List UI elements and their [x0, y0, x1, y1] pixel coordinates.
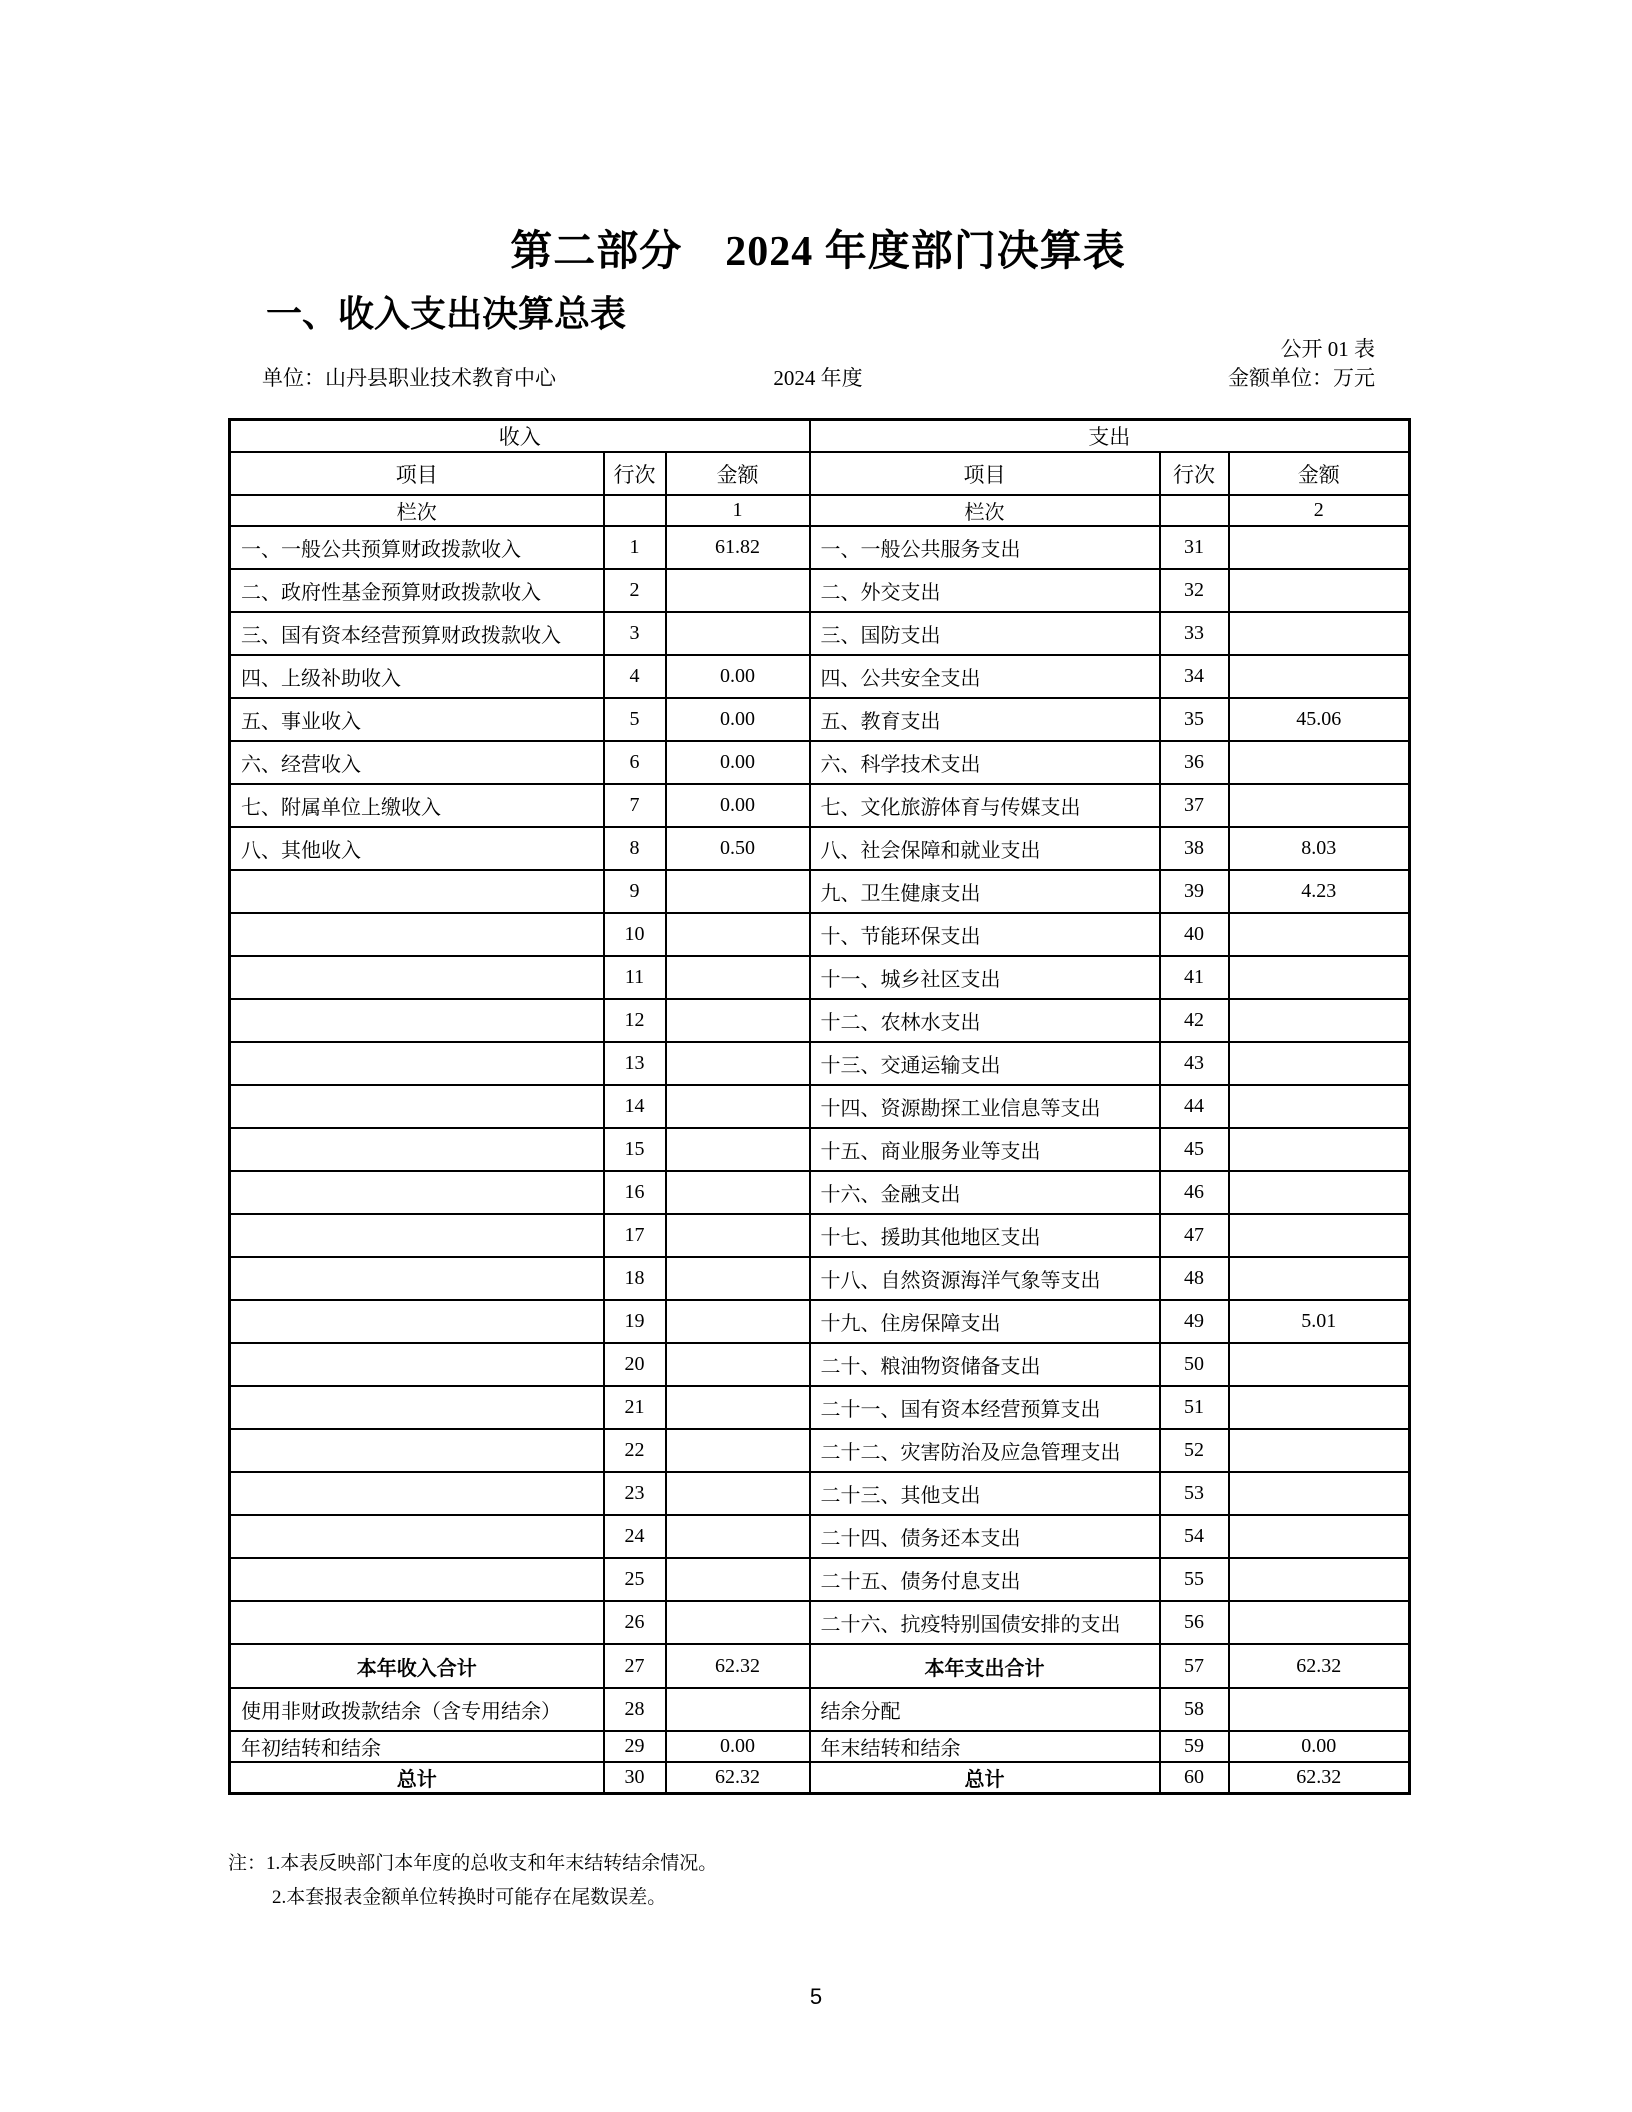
expense-amount-cell: 8.03 — [1229, 827, 1410, 870]
expense-amount-cell — [1229, 784, 1410, 827]
expense-line-no-cell: 38 — [1160, 827, 1229, 870]
income-line-no-cell: 24 — [604, 1515, 666, 1558]
expense-item-cell: 二十五、债务付息支出 — [810, 1558, 1160, 1601]
income-item-cell — [230, 1042, 604, 1085]
income-line-no-header: 行次 — [604, 452, 666, 495]
income-line-no-cell: 13 — [604, 1042, 666, 1085]
income-line-no-cell: 11 — [604, 956, 666, 999]
income-line-no-cell: 6 — [604, 741, 666, 784]
income-item-cell: 四、上级补助收入 — [230, 655, 604, 698]
table-row — [230, 999, 1410, 1042]
income-item-cell — [230, 1515, 604, 1558]
income-amount-cell — [666, 956, 810, 999]
expense-item-cell: 八、社会保障和就业支出 — [810, 827, 1160, 870]
expense-line-no-cell: 31 — [1160, 526, 1229, 569]
income-amount-cell — [666, 1558, 810, 1601]
income-amount-cell — [666, 1085, 810, 1128]
expense-amount-cell — [1229, 913, 1410, 956]
income-amount-cell — [666, 870, 810, 913]
income-item-cell: 使用非财政拨款结余（含专用结余） — [230, 1688, 604, 1731]
income-line-no-cell: 29 — [604, 1731, 666, 1762]
income-line-no-cell: 2 — [604, 569, 666, 612]
income-line-no-cell: 10 — [604, 913, 666, 956]
income-line-no-cell: 1 — [604, 526, 666, 569]
income-item-cell: 本年收入合计 — [230, 1644, 604, 1688]
income-item-cell — [230, 870, 604, 913]
income-item-cell — [230, 1429, 604, 1472]
table-row — [230, 1762, 1410, 1794]
income-amount-cell — [666, 1429, 810, 1472]
expense-amount-cell — [1229, 569, 1410, 612]
expense-amount-cell: 45.06 — [1229, 698, 1410, 741]
income-lanci-label: 栏次 — [230, 495, 604, 526]
income-amount-cell: 62.32 — [666, 1762, 810, 1794]
expense-item-cell: 年末结转和结余 — [810, 1731, 1160, 1762]
page-number: 5 — [809, 1984, 823, 2009]
income-amount-cell: 0.00 — [666, 784, 810, 827]
expense-amount-cell — [1229, 999, 1410, 1042]
income-line-no-cell: 4 — [604, 655, 666, 698]
income-amount-cell — [666, 1042, 810, 1085]
income-item-cell — [230, 999, 604, 1042]
expense-amount-cell: 62.32 — [1229, 1644, 1410, 1688]
expense-amount-cell — [1229, 1386, 1410, 1429]
expense-amount-cell — [1229, 1257, 1410, 1300]
expense-amount-cell — [1229, 741, 1410, 784]
income-amount-cell: 61.82 — [666, 526, 810, 569]
expense-amount-cell — [1229, 956, 1410, 999]
income-line-no-cell: 9 — [604, 870, 666, 913]
expense-item-cell: 二十、粮油物资储备支出 — [810, 1343, 1160, 1386]
income-amount-cell — [666, 1515, 810, 1558]
expense-amount-cell — [1229, 1128, 1410, 1171]
expense-line-no-cell: 45 — [1160, 1128, 1229, 1171]
income-amount-cell — [666, 1257, 810, 1300]
table-row — [230, 784, 1410, 827]
income-item-cell — [230, 1171, 604, 1214]
expense-amount-cell — [1229, 1343, 1410, 1386]
expense-item-cell: 二十六、抗疫特别国债安排的支出 — [810, 1601, 1160, 1644]
expense-line-no-cell: 35 — [1160, 698, 1229, 741]
table-code-label: 公开 01 表 — [1280, 337, 1375, 361]
table-row — [230, 827, 1410, 870]
expense-amount-cell: 5.01 — [1229, 1300, 1410, 1343]
expense-line-no-cell: 44 — [1160, 1085, 1229, 1128]
income-amount-cell: 0.00 — [666, 698, 810, 741]
income-line-no-cell: 14 — [604, 1085, 666, 1128]
income-line-no-cell: 26 — [604, 1601, 666, 1644]
income-amount-cell — [666, 1472, 810, 1515]
income-item-cell — [230, 1472, 604, 1515]
expense-line-no-header: 行次 — [1160, 452, 1229, 495]
section-header-row — [230, 420, 1410, 453]
expense-line-no-cell: 53 — [1160, 1472, 1229, 1515]
income-line-no-cell: 18 — [604, 1257, 666, 1300]
footnote-2: 2.本套报表金额单位转换时可能存在尾数误差。 — [272, 1887, 667, 1908]
income-line-no-cell: 8 — [604, 827, 666, 870]
expense-amount-cell — [1229, 612, 1410, 655]
income-item-cell — [230, 1343, 604, 1386]
income-item-cell: 二、政府性基金预算财政拨款收入 — [230, 569, 604, 612]
expense-item-cell: 七、文化旅游体育与传媒支出 — [810, 784, 1160, 827]
table-row — [230, 741, 1410, 784]
table-row — [230, 569, 1410, 612]
table-row — [230, 1257, 1410, 1300]
expense-item-cell: 九、卫生健康支出 — [810, 870, 1160, 913]
expense-amount-cell — [1229, 1688, 1410, 1731]
expense-line-no-cell: 52 — [1160, 1429, 1229, 1472]
amount-unit-label: 金额单位：万元 — [1228, 366, 1375, 390]
table-row — [230, 1300, 1410, 1343]
income-line-no-cell: 20 — [604, 1343, 666, 1386]
expense-item-cell: 十、节能环保支出 — [810, 913, 1160, 956]
income-line-no-cell: 19 — [604, 1300, 666, 1343]
expense-item-cell: 十九、住房保障支出 — [810, 1300, 1160, 1343]
table-row — [230, 1128, 1410, 1171]
expense-item-cell: 二十二、灾害防治及应急管理支出 — [810, 1429, 1160, 1472]
expense-line-no-cell: 60 — [1160, 1762, 1229, 1794]
expense-item-cell: 三、国防支出 — [810, 612, 1160, 655]
expense-line-no-cell: 39 — [1160, 870, 1229, 913]
expense-amount-cell — [1229, 1171, 1410, 1214]
income-line-no-cell: 7 — [604, 784, 666, 827]
income-line-no-cell: 5 — [604, 698, 666, 741]
table-row — [230, 1085, 1410, 1128]
income-amount-header: 金额 — [666, 452, 810, 495]
income-line-no-cell: 21 — [604, 1386, 666, 1429]
expense-amount-cell: 4.23 — [1229, 870, 1410, 913]
table-row — [230, 526, 1410, 569]
income-line-no-cell: 17 — [604, 1214, 666, 1257]
expense-item-cell: 六、科学技术支出 — [810, 741, 1160, 784]
expense-line-no-cell: 33 — [1160, 612, 1229, 655]
income-amount-cell — [666, 913, 810, 956]
table-row — [230, 956, 1410, 999]
income-item-cell: 五、事业收入 — [230, 698, 604, 741]
table-row — [230, 1171, 1410, 1214]
column-index-row — [230, 495, 1410, 526]
income-amount-cell — [666, 1386, 810, 1429]
section-title: 一、收入支出决算总表 — [266, 293, 627, 334]
income-amount-cell — [666, 1601, 810, 1644]
expense-item-cell: 二十三、其他支出 — [810, 1472, 1160, 1515]
table-row — [230, 1515, 1410, 1558]
table-row — [230, 1042, 1410, 1085]
table-head-section — [230, 420, 1410, 527]
expense-amount-header: 金额 — [1229, 452, 1410, 495]
income-amount-cell: 0.00 — [666, 1731, 810, 1762]
income-amount-cell — [666, 1171, 810, 1214]
expense-item-cell: 本年支出合计 — [810, 1644, 1160, 1688]
income-item-cell: 七、附属单位上缴收入 — [230, 784, 604, 827]
income-item-cell — [230, 1386, 604, 1429]
income-amount-cell: 0.50 — [666, 827, 810, 870]
table-row — [230, 1731, 1410, 1762]
expense-item-cell: 二十一、国有资本经营预算支出 — [810, 1386, 1160, 1429]
income-amount-cell — [666, 612, 810, 655]
income-item-cell — [230, 956, 604, 999]
expense-amount-cell: 62.32 — [1229, 1762, 1410, 1794]
table-meta-row — [228, 362, 1408, 390]
income-expense-final-accounts-table — [228, 418, 1411, 1795]
table-row — [230, 612, 1410, 655]
expense-amount-cell — [1229, 1042, 1410, 1085]
expense-item-cell: 总计 — [810, 1762, 1160, 1794]
expense-item-cell: 结余分配 — [810, 1688, 1160, 1731]
expense-line-no-cell: 37 — [1160, 784, 1229, 827]
table-row — [230, 870, 1410, 913]
expense-item-cell: 十五、商业服务业等支出 — [810, 1128, 1160, 1171]
expense-line-no-cell: 49 — [1160, 1300, 1229, 1343]
expense-column-index: 2 — [1229, 495, 1410, 526]
income-item-cell — [230, 1558, 604, 1601]
expense-line-no-cell: 40 — [1160, 913, 1229, 956]
expense-amount-cell — [1229, 655, 1410, 698]
table-row — [230, 1386, 1410, 1429]
expense-section-header: 支出 — [810, 420, 1410, 453]
table-row — [230, 1472, 1410, 1515]
income-lanci-empty — [604, 495, 666, 526]
footnotes — [228, 1852, 717, 1910]
income-item-cell: 八、其他收入 — [230, 827, 604, 870]
table-row — [230, 1214, 1410, 1257]
expense-item-cell: 十二、农林水支出 — [810, 999, 1160, 1042]
document-title: 第二部分 2024 年度部门决算表 — [510, 229, 1126, 275]
column-header-row — [230, 452, 1410, 495]
table-row — [230, 913, 1410, 956]
income-item-cell — [230, 1257, 604, 1300]
table-row — [230, 1429, 1410, 1472]
income-line-no-cell: 12 — [604, 999, 666, 1042]
income-item-cell: 年初结转和结余 — [230, 1731, 604, 1762]
expense-amount-cell: 0.00 — [1229, 1731, 1410, 1762]
expense-line-no-cell: 56 — [1160, 1601, 1229, 1644]
income-amount-cell — [666, 1128, 810, 1171]
table-row — [230, 1558, 1410, 1601]
income-item-cell — [230, 1214, 604, 1257]
income-amount-cell — [666, 1688, 810, 1731]
year-label: 2024 年度 — [773, 366, 863, 390]
table-row — [230, 1644, 1410, 1688]
expense-line-no-cell: 47 — [1160, 1214, 1229, 1257]
table-row — [230, 1343, 1410, 1386]
expense-line-no-cell: 57 — [1160, 1644, 1229, 1688]
expense-item-cell: 十八、自然资源海洋气象等支出 — [810, 1257, 1160, 1300]
income-amount-cell — [666, 569, 810, 612]
income-item-cell: 六、经营收入 — [230, 741, 604, 784]
income-line-no-cell: 15 — [604, 1128, 666, 1171]
expense-line-no-cell: 42 — [1160, 999, 1229, 1042]
income-amount-cell: 0.00 — [666, 741, 810, 784]
expense-line-no-cell: 59 — [1160, 1731, 1229, 1762]
income-amount-cell — [666, 1343, 810, 1386]
expense-amount-cell — [1229, 1558, 1410, 1601]
income-amount-cell: 62.32 — [666, 1644, 810, 1688]
expense-item-cell: 十六、金融支出 — [810, 1171, 1160, 1214]
expense-item-cell: 十三、交通运输支出 — [810, 1042, 1160, 1085]
table-row — [230, 655, 1410, 698]
expense-item-cell: 二、外交支出 — [810, 569, 1160, 612]
income-item-cell: 三、国有资本经营预算财政拨款收入 — [230, 612, 604, 655]
expense-lanci-label: 栏次 — [810, 495, 1160, 526]
expense-item-cell: 一、一般公共服务支出 — [810, 526, 1160, 569]
table-row — [230, 698, 1410, 741]
income-line-no-cell: 25 — [604, 1558, 666, 1601]
income-item-cell: 总计 — [230, 1762, 604, 1794]
expense-line-no-cell: 55 — [1160, 1558, 1229, 1601]
expense-item-cell: 五、教育支出 — [810, 698, 1160, 741]
expense-line-no-cell: 32 — [1160, 569, 1229, 612]
expense-line-no-cell: 50 — [1160, 1343, 1229, 1386]
expense-amount-cell — [1229, 1085, 1410, 1128]
expense-item-cell: 十一、城乡社区支出 — [810, 956, 1160, 999]
expense-item-header: 项目 — [810, 452, 1160, 495]
expense-line-no-cell: 46 — [1160, 1171, 1229, 1214]
income-item-cell — [230, 1300, 604, 1343]
expense-item-cell: 四、公共安全支出 — [810, 655, 1160, 698]
expense-line-no-cell: 54 — [1160, 1515, 1229, 1558]
table-row — [230, 1688, 1410, 1731]
expense-amount-cell — [1229, 1214, 1410, 1257]
income-item-cell — [230, 913, 604, 956]
income-line-no-cell: 28 — [604, 1688, 666, 1731]
income-amount-cell — [666, 1300, 810, 1343]
income-amount-cell — [666, 1214, 810, 1257]
expense-line-no-cell: 58 — [1160, 1688, 1229, 1731]
income-line-no-cell: 16 — [604, 1171, 666, 1214]
expense-amount-cell — [1229, 1472, 1410, 1515]
expense-amount-cell — [1229, 1429, 1410, 1472]
expense-lanci-empty — [1160, 495, 1229, 526]
income-column-index: 1 — [666, 495, 810, 526]
income-line-no-cell: 30 — [604, 1762, 666, 1794]
income-item-cell — [230, 1128, 604, 1171]
income-section-header: 收入 — [230, 420, 810, 453]
income-item-cell: 一、一般公共预算财政拨款收入 — [230, 526, 604, 569]
footnote-1: 注：1.本表反映部门本年度的总收支和年末结转结余情况。 — [228, 1853, 718, 1874]
expense-item-cell: 十四、资源勘探工业信息等支出 — [810, 1085, 1160, 1128]
expense-item-cell: 二十四、债务还本支出 — [810, 1515, 1160, 1558]
expense-amount-cell — [1229, 526, 1410, 569]
expense-line-no-cell: 51 — [1160, 1386, 1229, 1429]
income-item-cell — [230, 1085, 604, 1128]
income-line-no-cell: 22 — [604, 1429, 666, 1472]
expense-line-no-cell: 43 — [1160, 1042, 1229, 1085]
income-line-no-cell: 23 — [604, 1472, 666, 1515]
unit-label: 单位：山丹县职业技术教育中心 — [262, 366, 556, 390]
expense-line-no-cell: 48 — [1160, 1257, 1229, 1300]
expense-line-no-cell: 41 — [1160, 956, 1229, 999]
expense-line-no-cell: 36 — [1160, 741, 1229, 784]
table-row — [230, 1601, 1410, 1644]
table-body — [230, 526, 1410, 1794]
income-item-header: 项目 — [230, 452, 604, 495]
expense-amount-cell — [1229, 1515, 1410, 1558]
expense-item-cell: 十七、援助其他地区支出 — [810, 1214, 1160, 1257]
income-amount-cell — [666, 999, 810, 1042]
income-line-no-cell: 27 — [604, 1644, 666, 1688]
income-line-no-cell: 3 — [604, 612, 666, 655]
income-amount-cell: 0.00 — [666, 655, 810, 698]
income-item-cell — [230, 1601, 604, 1644]
expense-line-no-cell: 34 — [1160, 655, 1229, 698]
expense-amount-cell — [1229, 1601, 1410, 1644]
